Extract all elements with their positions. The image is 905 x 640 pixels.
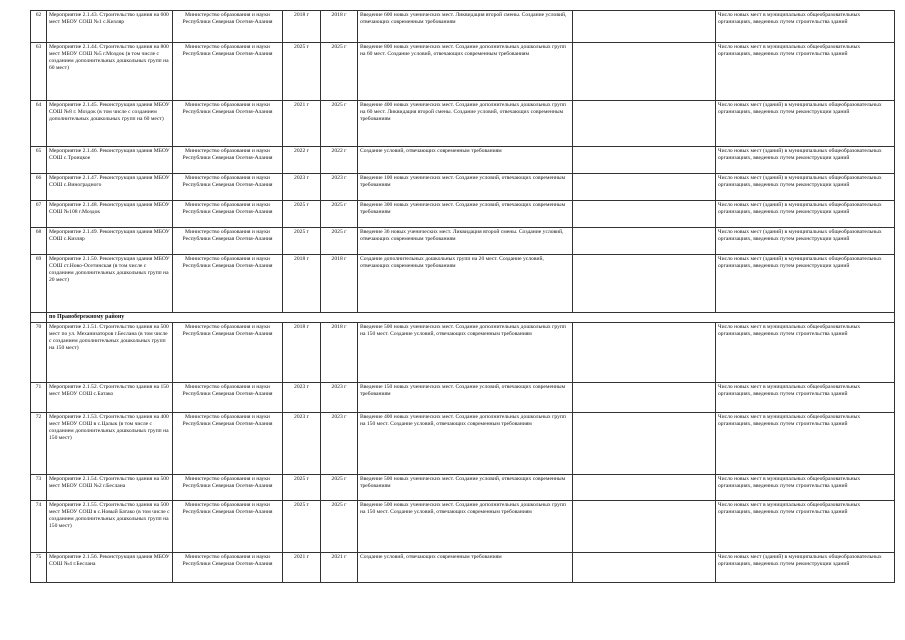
- row-number: 72: [31, 413, 47, 475]
- expected-result: Введение 150 новых ученических мест. Создание условий, отвечающих современным требованиям: [358, 383, 573, 413]
- indicator: Число новых мест в муниципальных общеобразовательных организациях, введенных путем строительства зданий: [716, 501, 895, 553]
- activity-name: Мероприятие 2.1.49. Реконструкция здания МБОУ СОШ с.Кизляр: [47, 228, 173, 255]
- table-row: [31, 201, 895, 228]
- start-year: 2018 г: [283, 255, 321, 313]
- end-year: 2025 г: [321, 43, 358, 101]
- table-row: [31, 11, 895, 43]
- end-year: 2025 г: [321, 228, 358, 255]
- empty-cell: [573, 174, 716, 201]
- activity-name: Мероприятие 2.1.47. Реконструкция здания МБОУ СОШ с.Виноградного: [47, 174, 173, 201]
- start-year: 2025 г: [283, 501, 321, 553]
- table-row: [31, 413, 895, 475]
- table-row: [31, 323, 895, 383]
- executor: Министерство образования и науки Республики Северная Осетия-Алания: [173, 228, 283, 255]
- end-year: 2025 г: [321, 101, 358, 147]
- empty-cell: [573, 553, 716, 583]
- indicator: Число новых мест (зданий) в муниципальных общеобразовательных организациях, введенных путем реконструкции зданий: [716, 255, 895, 313]
- row-number: 69: [31, 255, 47, 313]
- expected-result: Введение 36 новых ученических мест. Ликвидация второй смены. Создание условий, отвечающих современным требованиям: [358, 228, 573, 255]
- table-row: [31, 101, 895, 147]
- end-year: 2018 г: [321, 255, 358, 313]
- expected-result: Создание условий, отвечающих современным требованиям: [358, 553, 573, 583]
- start-year: 2023 г: [283, 413, 321, 475]
- row-number: 74: [31, 501, 47, 553]
- executor: Министерство образования и науки Республики Северная Осетия-Алания: [173, 501, 283, 553]
- start-year: 2018 г: [283, 11, 321, 43]
- expected-result: Введение 100 новых ученических мест. Создание условий, отвечающих современным требованиям: [358, 174, 573, 201]
- expected-result: Введение 400 новых ученических мест. Создание дополнительных дошкольных групп на 150 мест. Создание условий, отвечающих современным требованиям: [358, 413, 573, 475]
- row-number: 71: [31, 383, 47, 413]
- activity-name: Мероприятие 2.1.46. Реконструкция здания МБОУ СОШ с.Троицкое: [47, 147, 173, 174]
- indicator: Число новых мест (зданий) в муниципальных общеобразовательных организациях, введенных путем реконструкции зданий: [716, 174, 895, 201]
- start-year: 2021 г: [283, 553, 321, 583]
- table-row: [31, 147, 895, 174]
- end-year: 2025 г: [321, 501, 358, 553]
- start-year: 2023 г: [283, 174, 321, 201]
- empty-cell: [573, 101, 716, 147]
- activity-name: Мероприятие 2.1.52. Строительство здания на 150 мест МБОУ СОШ с.Батако: [47, 383, 173, 413]
- executor: Министерство образования и науки Республики Северная Осетия-Алания: [173, 553, 283, 583]
- indicator: Число новых мест (зданий) в муниципальных общеобразовательных организациях, введенных путем реконструкции зданий: [716, 228, 895, 255]
- empty-cell: [573, 501, 716, 553]
- empty-cell: [573, 383, 716, 413]
- start-year: 2022 г: [283, 147, 321, 174]
- table-body-top: [31, 11, 895, 313]
- activity-name: Мероприятие 2.1.50. Реконструкция здания МБОУ СОШ ст.Ново-Осетинская (в том числе с созданием дополнительных дошкольных групп на 20 мест): [47, 255, 173, 313]
- executor: Министерство образования и науки Республики Северная Осетия-Алания: [173, 174, 283, 201]
- row-number: 62: [31, 11, 47, 43]
- indicator: Число новых мест в муниципальных общеобразовательных организациях, введенных путем строительства зданий: [716, 475, 895, 501]
- end-year: 2023 г: [321, 383, 358, 413]
- start-year: 2018 г: [283, 323, 321, 383]
- section-heading-row: [31, 313, 895, 323]
- start-year: 2021 г: [283, 101, 321, 147]
- activity-name: Мероприятие 2.1.45. Реконструкция здания МБОУ СОШ №8 г. Моздок (в том числе с созданием дополнительных дошкольных групп на 60 мест): [47, 101, 173, 147]
- end-year: 2023 г: [321, 174, 358, 201]
- expected-result: Введение 500 новых ученических мест. Создание дополнительных дошкольных групп на 150 мест. Создание условий, отвечающих современным требованиям: [358, 323, 573, 383]
- activity-name: Мероприятие 2.1.53. Строительство здания на 400 мест МБОУ СОШ в с.Цалык (в том числе с созданием дополнительных дошкольных групп на 150 мест): [47, 413, 173, 475]
- indicator: Число новых мест в муниципальных общеобразовательных организациях, введенных путем строительства зданий: [716, 11, 895, 43]
- executor: Министерство образования и науки Республики Северная Осетия-Алания: [173, 101, 283, 147]
- indicator: Число новых мест (зданий) в муниципальных общеобразовательных организациях, введенных путем реконструкции зданий: [716, 101, 895, 147]
- expected-result: Введение 300 новых ученических мест. Создание условий, отвечающих современным требованиям: [358, 201, 573, 228]
- empty-cell: [573, 11, 716, 43]
- expected-result: Введение 800 новых ученических мест. Создание дополнительных дошкольных групп на 60 мест. Создание условий, отвечающих современным требованиям: [358, 43, 573, 101]
- row-number: 63: [31, 43, 47, 101]
- executor: Министерство образования и науки Республики Северная Осетия-Алания: [173, 43, 283, 101]
- empty-cell: [573, 201, 716, 228]
- start-year: 2025 г: [283, 228, 321, 255]
- empty-cell: [573, 43, 716, 101]
- document-sheet: [30, 10, 894, 583]
- empty-cell: [573, 147, 716, 174]
- executor: Министерство образования и науки Республики Северная Осетия-Алания: [173, 323, 283, 383]
- row-number: 75: [31, 553, 47, 583]
- row-number: 70: [31, 323, 47, 383]
- table-row: [31, 475, 895, 501]
- activity-name: Мероприятие 2.1.48. Реконструкция здания МБОУ СОШ №108 г.Моздок: [47, 201, 173, 228]
- end-year: 2025 г: [321, 475, 358, 501]
- row-number: 66: [31, 174, 47, 201]
- end-year: 2022 г: [321, 147, 358, 174]
- empty-cell: [573, 413, 716, 475]
- table-row: [31, 383, 895, 413]
- expected-result: Введение 500 новых ученических мест. Создание условий, отвечающих современным требованиям: [358, 475, 573, 501]
- row-number: 67: [31, 201, 47, 228]
- end-year: 2021 г: [321, 553, 358, 583]
- empty-cell: [573, 475, 716, 501]
- executor: Министерство образования и науки Республики Северная Осетия-Алания: [173, 11, 283, 43]
- expected-result: Создание условий, отвечающих современным требованиям: [358, 147, 573, 174]
- table-row: [31, 501, 895, 553]
- indicator: Число новых мест (зданий) в муниципальных общеобразовательных организациях, введенных путем реконструкции зданий: [716, 553, 895, 583]
- program-table: [30, 10, 895, 583]
- table-row: [31, 255, 895, 313]
- table-body-bottom: [31, 323, 895, 583]
- activity-name: Мероприятие 2.1.43. Строительство здания на 600 мест МБОУ СОШ №1 с.Кизляр: [47, 11, 173, 43]
- indicator: Число новых мест (зданий) в муниципальных общеобразовательных организациях, введенных путем реконструкции зданий: [716, 201, 895, 228]
- end-year: 2018 г: [321, 323, 358, 383]
- expected-result: Создание дополнительных дошкольных групп на 20 мест. Создание условий, отвечающих современным требованиям: [358, 255, 573, 313]
- end-year: 2018 г: [321, 11, 358, 43]
- executor: Министерство образования и науки Республики Северная Осетия-Алания: [173, 383, 283, 413]
- activity-name: Мероприятие 2.1.55. Строительство здания на 500 мест МБОУ СОШ в с.Новый Батако (в том числе с созданием дополнительных дошкольных групп на 150 мест): [47, 501, 173, 553]
- indicator: Число новых мест (зданий) в муниципальных общеобразовательных организациях, введенных путем реконструкции зданий: [716, 147, 895, 174]
- end-year: 2023 г: [321, 413, 358, 475]
- start-year: 2023 г: [283, 383, 321, 413]
- expected-result: Введение 400 новых ученических мест. Создание дополнительных дошкольных групп на 60 мест. Ликвидация второй смены. Создание условий, отвечающих современным требованиям: [358, 101, 573, 147]
- executor: Министерство образования и науки Республики Северная Осетия-Алания: [173, 413, 283, 475]
- executor: Министерство образования и науки Республики Северная Осетия-Алания: [173, 255, 283, 313]
- activity-name: Мероприятие 2.1.54. Строительство здания на 500 мест МБОУ СОШ №2 г.Беслана: [47, 475, 173, 501]
- table-row: [31, 43, 895, 101]
- table-row: [31, 228, 895, 255]
- executor: Министерство образования и науки Республики Северная Осетия-Алания: [173, 201, 283, 228]
- expected-result: Введение 500 новых ученических мест. Создание дополнительных дошкольных групп на 150 мест. Создание условий, отвечающих современным требованиям: [358, 501, 573, 553]
- row-number: 65: [31, 147, 47, 174]
- empty-cell: [573, 255, 716, 313]
- start-year: 2025 г: [283, 201, 321, 228]
- row-number: 64: [31, 101, 47, 147]
- start-year: 2025 г: [283, 475, 321, 501]
- empty-cell: [573, 323, 716, 383]
- indicator: Число новых мест в муниципальных общеобразовательных организациях, введенных путем строительства зданий: [716, 323, 895, 383]
- expected-result: Введение 600 новых ученических мест. Ликвидация второй смены. Создание условий, отвечающих современным требованиям: [358, 11, 573, 43]
- table-row: [31, 553, 895, 583]
- row-number: 68: [31, 228, 47, 255]
- section-heading: по Правобережному району: [47, 313, 895, 323]
- empty-cell: [573, 228, 716, 255]
- activity-name: Мероприятие 2.1.51. Строительство здания на 500 мест по ул. Механизаторов г.Беслана (в том числе с созданием дополнительных дошкольных групп на 150 мест): [47, 323, 173, 383]
- indicator: Число новых мест в муниципальных общеобразовательных организациях, введенных путем строительства зданий: [716, 413, 895, 475]
- indicator: Число новых мест в муниципальных общеобразовательных организациях, введенных путем строительства зданий: [716, 383, 895, 413]
- start-year: 2025 г: [283, 43, 321, 101]
- end-year: 2025 г: [321, 201, 358, 228]
- row-number: 73: [31, 475, 47, 501]
- executor: Министерство образования и науки Республики Северная Осетия-Алания: [173, 475, 283, 501]
- indicator: Число новых мест в муниципальных общеобразовательных организациях, введенных путем строительства зданий: [716, 43, 895, 101]
- activity-name: Мероприятие 2.1.56. Реконструкция здания МБОУ СОШ №4 г.Беслана: [47, 553, 173, 583]
- table-row: [31, 174, 895, 201]
- executor: Министерство образования и науки Республики Северная Осетия-Алания: [173, 147, 283, 174]
- activity-name: Мероприятие 2.1.44. Строительство здания на 800 мест МБОУ СОШ №5 г.Моздок (в том числе с созданием дополнительных дошкольных групп на 60 мест): [47, 43, 173, 101]
